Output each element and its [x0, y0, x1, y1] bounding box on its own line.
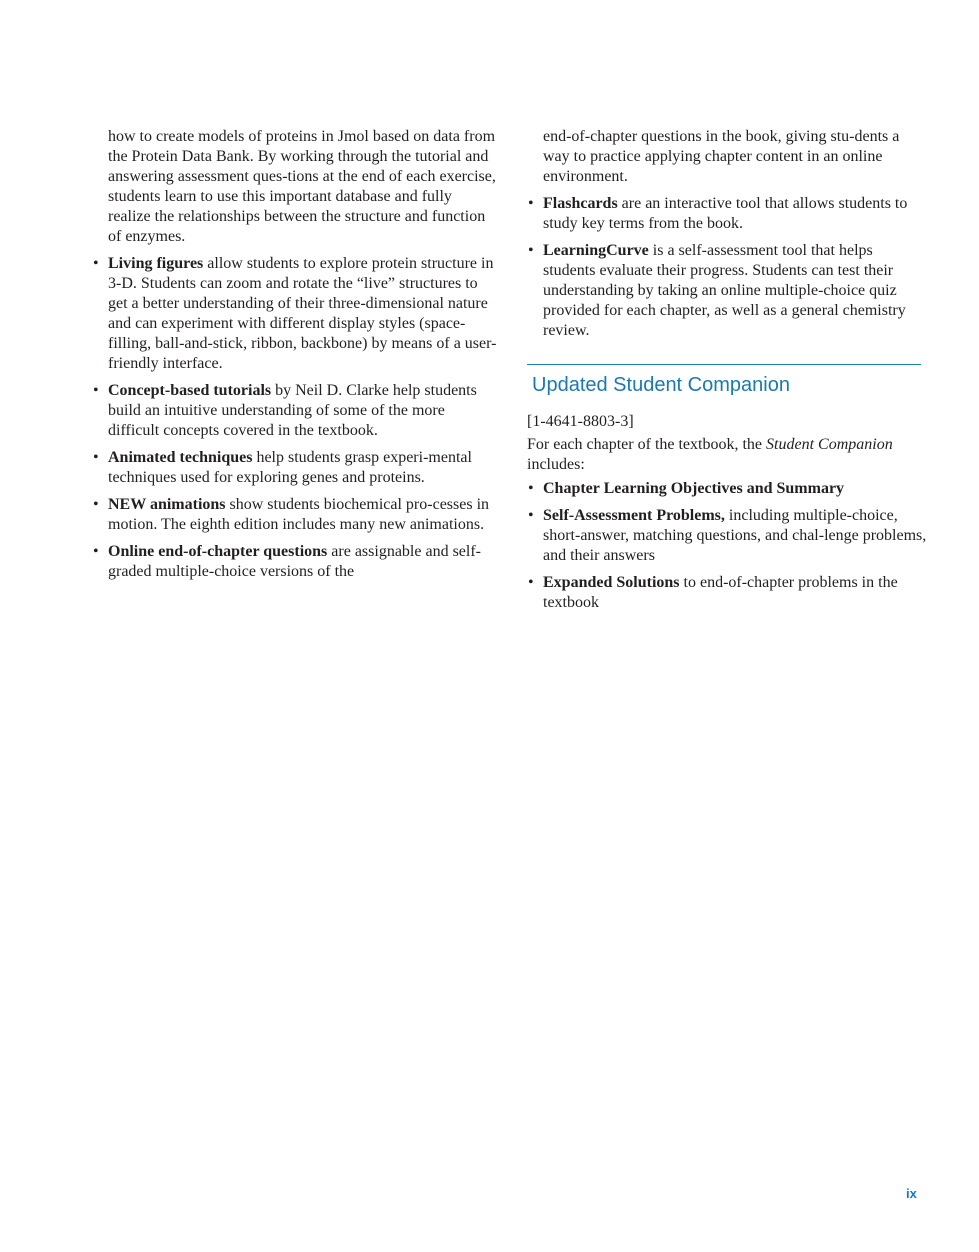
page-number: ix: [906, 1186, 917, 1201]
item-term: Online end-of-chapter questions: [108, 543, 328, 560]
companion-list: [527, 479, 927, 613]
item-text: including multiple-choice, short-answer, matching questions, and chal-lenge problems, and their answers: [543, 507, 927, 564]
continuation-paragraph: end-of-chapter questions in the book, giving stu-dents a way to practice applying chapter content in an online environment.: [543, 128, 900, 185]
list-item: [92, 381, 498, 441]
item-text: are assignable and self-graded multiple-choice versions of the: [108, 543, 481, 580]
resource-list: [92, 254, 498, 582]
item-term: LearningCurve: [543, 242, 649, 259]
list-item: [527, 479, 927, 499]
right-column: [527, 127, 927, 620]
list-item: [527, 573, 927, 613]
item-term: NEW animations: [108, 496, 226, 513]
item-term: Living figures: [108, 255, 204, 272]
description-text: For each chapter of the textbook, the: [527, 436, 767, 453]
list-item: [527, 241, 927, 341]
item-text: is a self-assessment tool that helps students evaluate their progress. Students can test their understanding by taking an online multiple-choice quiz provided for each chapter, as well as a general chemistry review.: [543, 242, 906, 339]
item-term: Animated techniques: [108, 449, 253, 466]
item-text: allow students to explore protein structure in 3-D. Students can zoom and rotate the “live” structures to get a better understanding of their three-dimensional nature and can experiment with different display styles (space-filling, ball-and-stick, ribbon, backbone) by means of a user-friendly interface.: [108, 255, 497, 372]
item-text: to end-of-chapter problems in the textbook: [543, 574, 898, 611]
book-title: Student Companion: [766, 436, 893, 453]
description-text: includes:: [527, 456, 585, 473]
section-heading: Updated Student Companion: [532, 374, 790, 396]
left-column: [92, 127, 498, 589]
isbn: [1-4641-8803-3]: [527, 413, 634, 430]
item-term: Self-Assessment Problems,: [543, 507, 725, 524]
companion-description: [527, 435, 927, 475]
item-term: Flashcards: [543, 195, 618, 212]
intro-paragraph: how to create models of proteins in Jmol based on data from the Protein Data Bank. By working through the tutorial and answering assessment ques-tions at the end of each exercise, students learn to use this important database and fully realize the relationships between the structure and function of enzymes.: [108, 128, 496, 245]
list-item: [92, 448, 498, 488]
item-text: by Neil D. Clarke help students build an intuitive understanding of some of the more difficult concepts covered in the textbook.: [108, 382, 477, 439]
list-item: [92, 495, 498, 535]
list-item: [527, 506, 927, 566]
item-term: Concept-based tutorials: [108, 382, 272, 399]
list-item: [527, 194, 927, 234]
section-divider: [527, 364, 921, 365]
item-term: Chapter Learning Objectives and Summary: [543, 480, 845, 497]
item-text: show students biochemical pro-cesses in motion. The eighth edition includes many new animations.: [108, 496, 490, 533]
item-term: Expanded Solutions: [543, 574, 680, 591]
list-item: [92, 542, 498, 582]
resource-list-continued: [527, 194, 927, 341]
item-text: help students grasp experi-mental techniques used for exploring genes and proteins.: [108, 449, 472, 486]
list-item: [92, 254, 498, 374]
item-text: are an interactive tool that allows students to study key terms from the book.: [543, 195, 908, 232]
